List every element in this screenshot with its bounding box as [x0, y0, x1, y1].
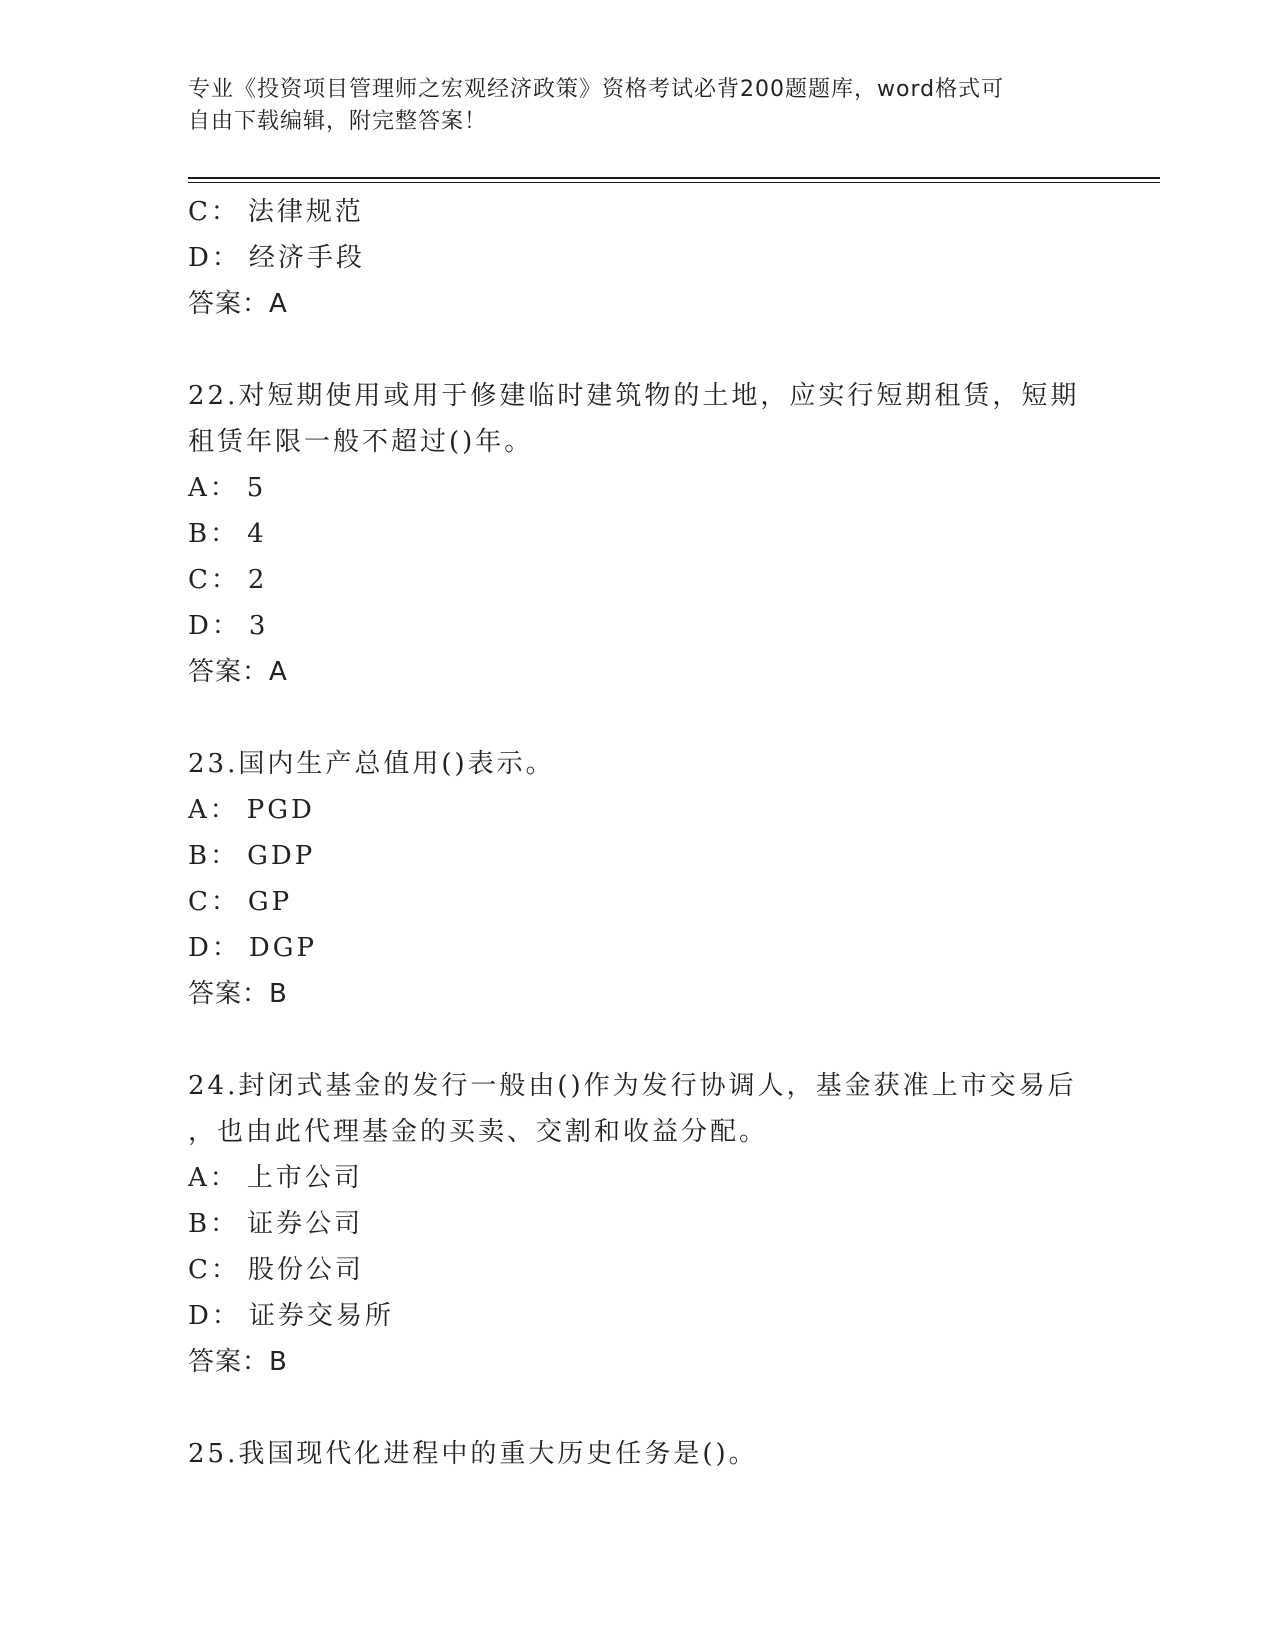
- option-key: A：: [188, 795, 239, 825]
- option-key: D：: [188, 933, 241, 963]
- option-key: C：: [188, 197, 240, 227]
- answer-line: 答案：A: [188, 657, 288, 687]
- header-line-2: 自由下载编辑，附完整答案！: [188, 109, 488, 134]
- answer-line: 答案：B: [188, 979, 288, 1009]
- question-21-continuation: [188, 189, 1088, 327]
- option-b: [188, 1201, 1088, 1247]
- question-23: [188, 741, 1088, 1017]
- option-key: D：: [188, 243, 241, 273]
- question-list: [188, 189, 1088, 1477]
- option-d: [188, 925, 1088, 971]
- option-key: B：: [188, 841, 240, 871]
- option-text: GP: [247, 887, 293, 917]
- option-c: [188, 1247, 1088, 1293]
- option-key: D：: [188, 611, 241, 641]
- option-key: D：: [188, 1301, 241, 1331]
- option-text: 2: [247, 565, 268, 595]
- question-text: ，也由此代理基金的买卖、交割和收益分配。: [188, 1117, 769, 1147]
- question-text: 24.封闭式基金的发行一般由()作为发行协调人，基金获准上市交易后: [188, 1071, 1077, 1101]
- answer-line: 答案：A: [188, 289, 288, 319]
- answer-line: 答案：B: [188, 1347, 288, 1377]
- option-text: 法律规范: [247, 197, 364, 227]
- option-key: A：: [188, 1163, 239, 1193]
- header-divider-thin: [188, 182, 1160, 183]
- option-text: 经济手段: [248, 243, 365, 273]
- header-divider-thick: [188, 177, 1160, 179]
- header-line-1: 专业《投资项目管理师之宏观经济政策》资格考试必背200题题库，word格式可: [188, 77, 1005, 102]
- option-text: GDP: [247, 841, 316, 871]
- option-text: 4: [247, 519, 267, 549]
- question-24: [188, 1063, 1088, 1385]
- option-text: 3: [248, 611, 269, 641]
- option-d: [188, 235, 1088, 281]
- option-c: [188, 189, 1088, 235]
- option-text: DGP: [248, 933, 317, 963]
- question-text: 25.我国现代化进程中的重大历史任务是()。: [188, 1439, 758, 1469]
- option-text: PGD: [246, 795, 315, 825]
- option-text: 上市公司: [246, 1163, 363, 1193]
- option-key: A：: [188, 473, 239, 503]
- option-a: [188, 1155, 1088, 1201]
- option-d: [188, 1293, 1088, 1339]
- option-key: C：: [188, 565, 240, 595]
- document-header: [188, 74, 1088, 138]
- option-text: 5: [246, 473, 267, 503]
- option-a: [188, 465, 1088, 511]
- option-key: C：: [188, 1255, 240, 1285]
- option-d: [188, 603, 1088, 649]
- option-text: 股份公司: [247, 1255, 364, 1285]
- option-a: [188, 787, 1088, 833]
- option-b: [188, 833, 1088, 879]
- option-key: B：: [188, 1209, 240, 1239]
- option-key: C：: [188, 887, 240, 917]
- option-c: [188, 879, 1088, 925]
- option-c: [188, 557, 1088, 603]
- question-text: 22.对短期使用或用于修建临时建筑物的土地，应实行短期租赁，短期: [188, 381, 1080, 411]
- option-b: [188, 511, 1088, 557]
- option-text: 证券公司: [247, 1209, 364, 1239]
- question-text: 23.国内生产总值用()表示。: [188, 749, 555, 779]
- option-text: 证券交易所: [248, 1301, 394, 1331]
- question-text: 租赁年限一般不超过()年。: [188, 427, 534, 457]
- question-22: [188, 373, 1088, 695]
- question-25: [188, 1431, 1088, 1477]
- option-key: B：: [188, 519, 240, 549]
